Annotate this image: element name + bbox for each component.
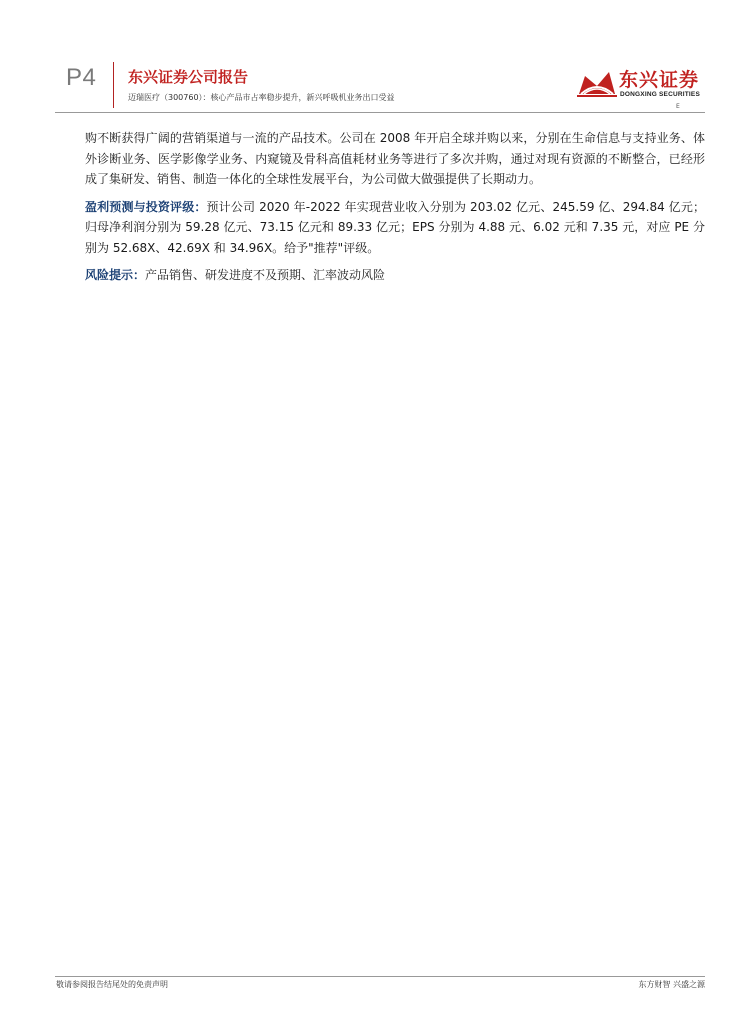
report-title: 东兴证券公司报告 bbox=[128, 68, 249, 86]
header-rule bbox=[55, 112, 705, 113]
risk-label: 风险提示： bbox=[85, 268, 146, 282]
body-paragraph-acquisitions: 购不断获得广阔的营销渠道与一流的产品技术。公司在 2008 年开启全球并购以来，分别在生命信息与支持业务、体外诊断业务、医学影像学业务、内窥镜及骨科高值耗材业务等进行了多次并购，通过对现有资源的不断整合，已经形成了集研发、销售、制造一体化的全球性发展平台，为公司做大做强提供了长期动力。 bbox=[85, 131, 705, 186]
forecast-text: 预计公司 2020 年-2022 年实现营业收入分别为 203.02 亿元、245.59 亿、294.84 亿元；归母净利润分别为 59.28 亿元、73.15 亿元和 89.33 亿元；EPS 分别为 4.88 元、6.02 元和 7.35 元，对应 PE 分别为 52.68X、42.69X 和 34.96X。给予"推荐"评级。 bbox=[85, 199, 705, 255]
logo-text-cn: 东兴证券 bbox=[619, 69, 700, 91]
report-body bbox=[85, 128, 705, 293]
footer-slogan: 东方财智 兴盛之源 bbox=[638, 980, 705, 989]
body-paragraph-forecast bbox=[85, 197, 705, 259]
report-subtitle: 迈瑞医疗（300760）：核心产品市占率稳步提升，新兴呼吸机业务出口受益 bbox=[128, 93, 395, 102]
logo-text-en: DONGXING SECURITIES bbox=[620, 91, 701, 98]
forecast-label: 盈利预测与投资评级： bbox=[85, 199, 207, 214]
logo-mark-icon bbox=[577, 64, 617, 100]
header-mark: E bbox=[676, 103, 680, 110]
body-paragraph-risk bbox=[85, 265, 705, 286]
footer-disclaimer: 敬请参阅报告结尾处的免责声明 bbox=[56, 980, 168, 989]
footer-rule bbox=[55, 976, 705, 977]
report-header bbox=[55, 58, 705, 114]
company-logo bbox=[577, 62, 707, 106]
page-number: P4 bbox=[66, 64, 97, 91]
risk-text: 产品销售、研发进度不及预期、汇率波动风险 bbox=[145, 268, 386, 282]
header-divider bbox=[113, 62, 114, 108]
